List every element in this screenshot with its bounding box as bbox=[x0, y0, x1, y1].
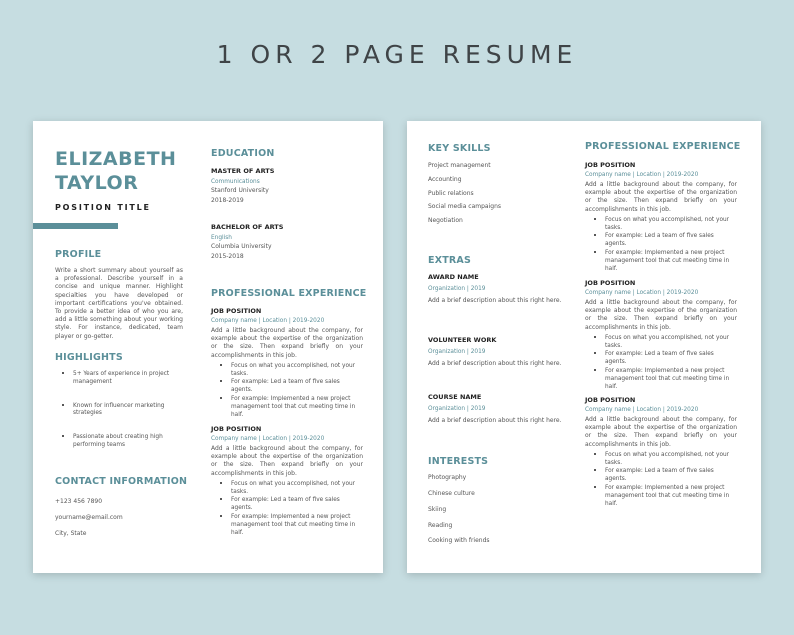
skill-item: Accounting bbox=[428, 176, 462, 183]
job-entry bbox=[211, 425, 363, 537]
job-entry bbox=[211, 307, 363, 419]
job-entry bbox=[585, 279, 737, 391]
extra-meta: Organization | 2019 bbox=[428, 406, 486, 412]
resume-page-2 bbox=[407, 121, 761, 573]
job-meta: Company name | Location | 2019-2020 bbox=[585, 407, 699, 413]
name-last: TAYLOR bbox=[55, 172, 139, 194]
education-heading: EDUCATION bbox=[211, 148, 275, 159]
job-title: JOB POSITION bbox=[585, 396, 636, 404]
banner-title: 1 OR 2 PAGE RESUME bbox=[216, 40, 578, 69]
extra-title: VOLUNTEER WORK bbox=[428, 336, 497, 344]
job-bullet: • For example: Led a team of five sales agents. bbox=[231, 378, 363, 395]
years: 2015-2018 bbox=[211, 253, 244, 261]
job-description: Add a little background about the company, for example about the expertise of the organization or the size. Then expand briefly on your accomplishments in this job. bbox=[585, 181, 737, 213]
job-meta: Company name | Location | 2019-2020 bbox=[211, 318, 325, 324]
profile-heading: PROFILE bbox=[55, 249, 102, 260]
job-bullet: • For example: Led a team of five sales agents. bbox=[605, 232, 737, 249]
job-bullet: • For example: Implemented a new project management tool that cut meeting time in half. bbox=[605, 484, 737, 508]
job-bullet: • For example: Implemented a new project management tool that cut meeting time in half. bbox=[605, 367, 737, 391]
job-description: Add a little background about the company, for example about the expertise of the organization or the size. Then expand briefly on your accomplishments in this job. bbox=[211, 327, 363, 359]
job-bullet: • Focus on what you accomplished, not your tasks. bbox=[605, 451, 737, 468]
highlight-item: • Known for influencer marketing strategies bbox=[73, 402, 188, 419]
job-bullet: • For example: Led a team of five sales agents. bbox=[605, 350, 737, 367]
job-bullet: • For example: Led a team of five sales agents. bbox=[605, 467, 737, 484]
extras-heading: EXTRAS bbox=[428, 255, 472, 266]
extra-meta: Organization | 2019 bbox=[428, 286, 486, 292]
extra-entry bbox=[428, 336, 578, 368]
contact-location: City, State bbox=[55, 530, 87, 537]
job-entry bbox=[585, 161, 737, 273]
accent-bar bbox=[33, 223, 118, 229]
education-entry bbox=[211, 167, 366, 205]
extra-description: Add a brief description about this right here. bbox=[428, 297, 562, 304]
extra-description: Add a brief description about this right here. bbox=[428, 360, 562, 367]
job-bullet: • For example: Implemented a new project management tool that cut meeting time in half. bbox=[231, 513, 363, 537]
job-description: Add a little background about the company, for example about the expertise of the organization or the size. Then expand briefly on your accomplishments in this job. bbox=[585, 416, 737, 448]
job-description: Add a little background about the company, for example about the expertise of the organization or the size. Then expand briefly on your accomplishments in this job. bbox=[585, 299, 737, 331]
experience-heading: PROFESSIONAL EXPERIENCE bbox=[585, 141, 741, 152]
extra-meta: Organization | 2019 bbox=[428, 349, 486, 355]
degree: BACHELOR OF ARTS bbox=[211, 223, 284, 231]
school: Stanford University bbox=[211, 187, 269, 194]
highlight-item: • 5+ Years of experience in project management bbox=[73, 370, 188, 387]
extra-title: AWARD NAME bbox=[428, 273, 479, 281]
contact-heading: CONTACT INFORMATION bbox=[55, 476, 188, 487]
interest-item: Cooking with friends bbox=[428, 537, 490, 544]
job-bullet: • For example: Led a team of five sales agents. bbox=[231, 496, 363, 513]
job-title: JOB POSITION bbox=[211, 425, 262, 433]
position-title: POSITION TITLE bbox=[55, 203, 151, 212]
job-bullet: • Focus on what you accomplished, not your tasks. bbox=[605, 334, 737, 351]
contact-email: yourname@email.com bbox=[55, 514, 123, 521]
name-first: ELIZABETH bbox=[55, 148, 177, 170]
job-entry bbox=[585, 396, 737, 508]
interest-item: Chinese culture bbox=[428, 490, 475, 497]
profile-text: Write a short summary about yourself as a professional. Describe yourself in a concise and unique manner. Highlight specialties you have developed or important certifications you've obtained. To provide a better idea of who you are, add a little something about your working style. For instance, dedicated, team player or go-getter. bbox=[55, 267, 183, 340]
interests-heading: INTERESTS bbox=[428, 456, 489, 467]
job-meta: Company name | Location | 2019-2020 bbox=[211, 436, 325, 442]
job-bullet: • For example: Implemented a new project management tool that cut meeting time in half. bbox=[231, 395, 363, 419]
job-description: Add a little background about the company, for example about the expertise of the organization or the size. Then expand briefly on your accomplishments in this job. bbox=[211, 445, 363, 477]
job-title: JOB POSITION bbox=[211, 307, 262, 315]
extra-description: Add a brief description about this right here. bbox=[428, 417, 562, 424]
job-bullet: • Focus on what you accomplished, not your tasks. bbox=[605, 216, 737, 233]
skill-item: Project management bbox=[428, 162, 491, 169]
interest-item: Reading bbox=[428, 522, 453, 529]
education-entry bbox=[211, 223, 366, 261]
extra-entry bbox=[428, 393, 578, 425]
highlights-heading: HIGHLIGHTS bbox=[55, 352, 123, 363]
highlights-list bbox=[53, 370, 188, 450]
job-bullet: • For example: Implemented a new project management tool that cut meeting time in half. bbox=[605, 249, 737, 273]
contact-phone: +123 456 7890 bbox=[55, 498, 103, 505]
highlight-item: • Passionate about creating high performing teams bbox=[73, 433, 188, 450]
extra-title: COURSE NAME bbox=[428, 393, 482, 401]
degree: MASTER OF ARTS bbox=[211, 167, 275, 175]
field: English bbox=[211, 235, 232, 241]
extra-entry bbox=[428, 273, 578, 305]
years: 2018-2019 bbox=[211, 197, 244, 205]
skill-item: Social media campaigns bbox=[428, 203, 502, 210]
skill-item: Negotiation bbox=[428, 217, 463, 224]
job-title: JOB POSITION bbox=[585, 161, 636, 169]
interest-item: Skiing bbox=[428, 506, 447, 513]
school: Columbia University bbox=[211, 243, 272, 250]
experience-heading: PROFESSIONAL EXPERIENCE bbox=[211, 288, 367, 299]
job-bullet: • Focus on what you accomplished, not your tasks. bbox=[231, 362, 363, 379]
skill-item: Public relations bbox=[428, 190, 474, 197]
job-meta: Company name | Location | 2019-2020 bbox=[585, 290, 699, 296]
job-bullet: • Focus on what you accomplished, not your tasks. bbox=[231, 480, 363, 497]
job-meta: Company name | Location | 2019-2020 bbox=[585, 172, 699, 178]
resume-page-1 bbox=[33, 121, 383, 573]
job-title: JOB POSITION bbox=[585, 279, 636, 287]
skills-heading: KEY SKILLS bbox=[428, 143, 491, 154]
interest-item: Photography bbox=[428, 474, 467, 481]
field: Communications bbox=[211, 179, 260, 185]
